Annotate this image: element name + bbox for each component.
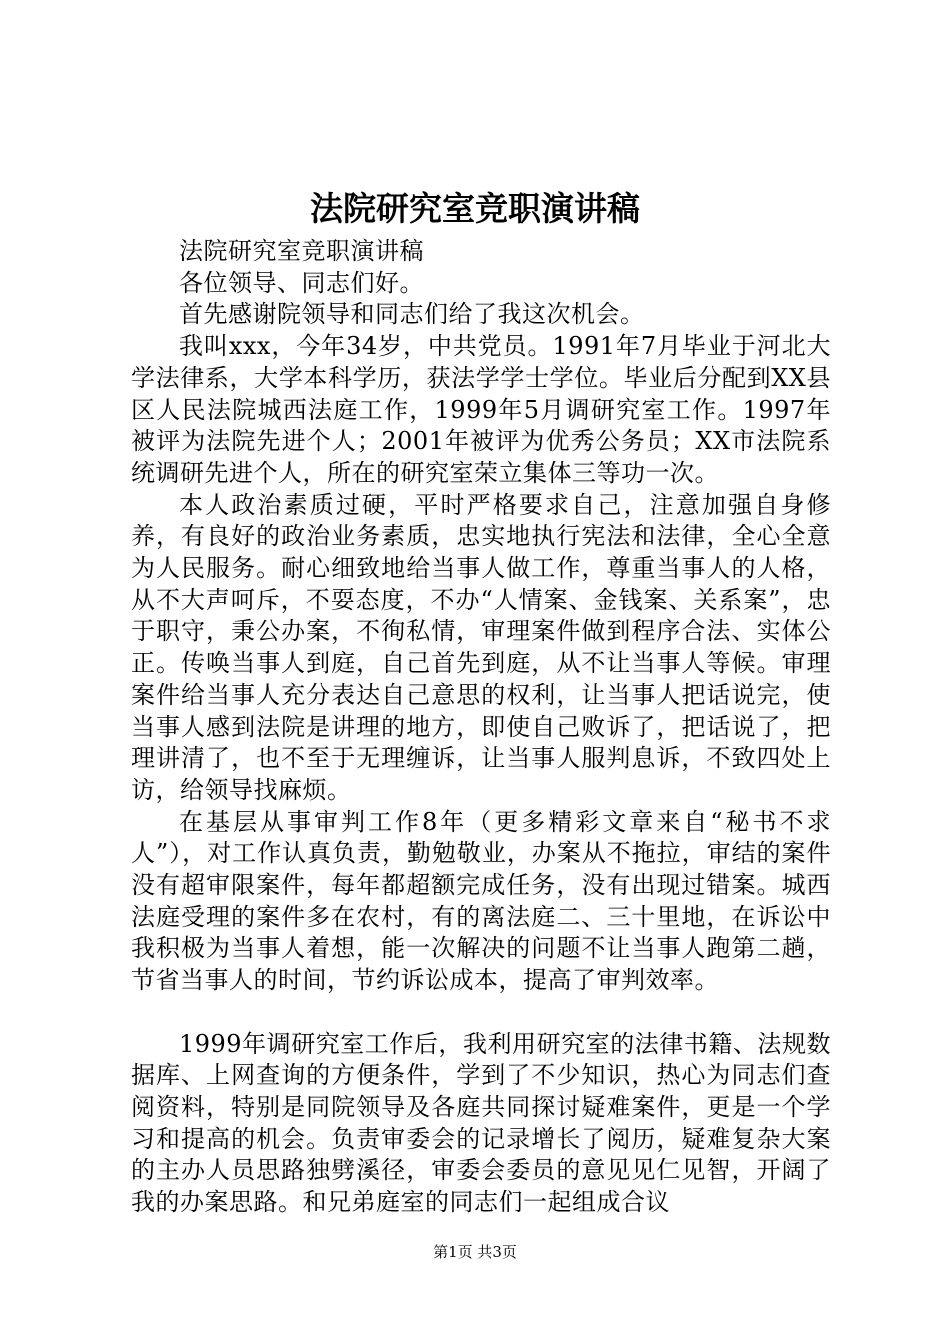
paragraph-political-quality: 本人政治素质过硬，平时严格要求自己，注意加强自身修养，有良好的政治业务素质，忠实地执行宪法和法律，全心全意为人民服务。耐心细致地给当事人做工作，尊重当事人的人格，从不大声呵斥，不耍态度，不办“人情案、金钱案、关系案”，忠于职守，秉公办案，不徇私情，审理案件做到程序合法、实体公正。传唤当事人到庭，自己首先到庭，从不让当事人等候。审理案件给当事人充分表达自己意思的权利，让当事人把话说完，使当事人感到法院是讲理的地方，即使自己败诉了，把话说了，把理讲清了，也不至于无理缠诉，让当事人服判息诉，不致四处上访，给领导找麻烦。 — [131, 490, 831, 804]
paragraph-thanks: 首先感谢院领导和同志们给了我这次机会。 — [179, 300, 645, 329]
paragraph-self-introduction: 我叫xxx，今年34岁，中共党员。1991年7月毕业于河北大学法律系，大学本科学历，获法学学士学位。毕业后分配到XX县区人民法院城西法庭工作，1999年5月调研究室工作。1997年被评为法院先进个人；2001年被评为优秀公务员；XX市法院系统调研先进个人，所在的研究室荣立集体三等功一次。 — [131, 332, 831, 487]
paragraph-research-office: 1999年调研究室工作后，我利用研究室的法律书籍、法规数据库、上网查询的方便条件，学到了不少知识，热心为同志们查阅资料，特别是同院领导及各庭共同探讨疑难案件，更是一个学习和提高的机会。负责审委会的记录增长了阅历，疑难复杂大案的主办人员思路独劈溪径，审委会委员的意见见仁见智，开阔了我的办案思路。和兄弟庭室的同志们一起组成合议 — [131, 1029, 831, 1217]
document-title: 法院研究室竞职演讲稿 — [310, 189, 640, 228]
paragraph-subtitle: 法院研究室竞职演讲稿 — [179, 237, 424, 265]
paragraph-trial-work: 在基层从事审判工作8年（更多精彩文章来自“秘书不求人”），对工作认真负责，勤勉敬业，办案从不拖拉，审结的案件没有超审限案件，每年都超额完成任务，没有出现过错案。城西法庭受理的案件多在农村，有的离法庭二、三十里地，在诉讼中我积极为当事人着想，能一次解决的问题不让当事人跑第二趟，节省当事人的时间，节约诉讼成本，提高了审判效率。 — [131, 807, 831, 995]
document-body — [131, 236, 831, 1219]
page-footer: 第1页 共3页 — [433, 1243, 517, 1261]
paragraph-greeting: 各位领导、同志们好。 — [179, 268, 424, 297]
paragraph-spacer — [131, 997, 831, 1029]
